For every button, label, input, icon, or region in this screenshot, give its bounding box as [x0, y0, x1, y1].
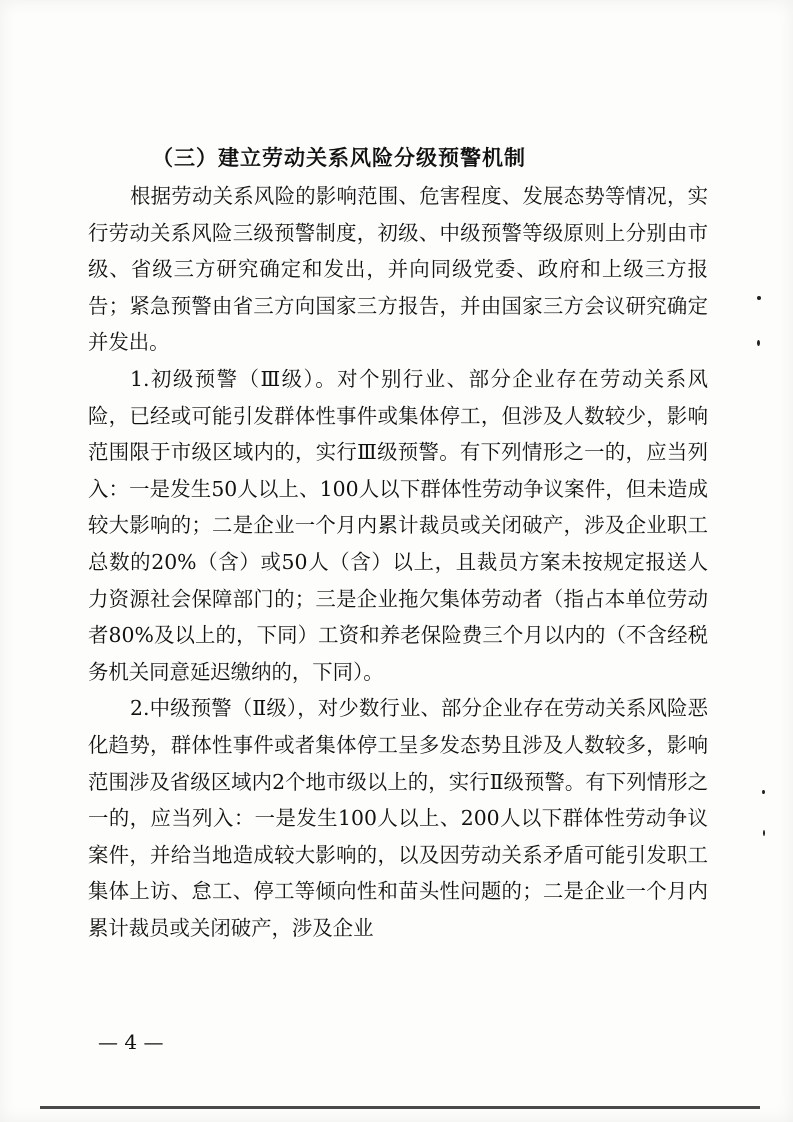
scan-speck	[762, 790, 765, 794]
paragraph-level-2-warning: 2.中级预警（Ⅱ级），对少数行业、部分企业存在劳动关系风险恶化趋势，群体性事件或者集体停工呈多发态势且涉及人数较多，影响范围涉及省级区域内2个地市级以上的，实行Ⅱ级预警。有下列情形之一的，应当列入：一是发生100人以上、200人以下群体性劳动争议案件，并给当地造成较大影响的，以及因劳动关系矛盾可能引发职工集体上访、怠工、停工等倾向性和苗头性问题的；二是企业一个月内累计裁员或关闭破产，涉及企业	[88, 696, 708, 940]
section-heading: （三）建立劳动关系风险分级预警机制	[152, 145, 526, 170]
scan-speck	[763, 830, 765, 836]
document-body	[88, 138, 708, 946]
scan-speck	[757, 340, 760, 346]
scan-speck	[757, 296, 761, 300]
page-number: — 4 —	[98, 1030, 164, 1054]
paragraph-level-3-warning: 1.初级预警（Ⅲ级）。对个别行业、部分企业存在劳动关系风险，已经或可能引发群体性事件或集体停工，但涉及人数较少，影响范围限于市级区域内的，实行Ⅲ级预警。有下列情形之一的，应当列入：一是发生50人以上、100人以下群体性劳动争议案件，但未造成较大影响的；二是企业一个月内累计裁员或关闭破产，涉及企业职工总数的20%（含）或50人（含）以上，且裁员方案未按规定报送人力资源社会保障部门的；三是企业拖欠集体劳动者（指占本单位劳动者80%及以上的，下同）工资和养老保险费三个月以内的（不含经税务机关同意延迟缴纳的，下同）。	[88, 366, 708, 684]
scan-bottom-edge	[40, 1106, 760, 1109]
paragraph-intro: 根据劳动关系风险的影响范围、危害程度、发展态势等情况，实行劳动关系风险三级预警制度，初级、中级预警等级原则上分别由市级、省级三方研究确定和发出，并向同级党委、政府和上级三方报告；紧急预警由省三方向国家三方报告，并由国家三方会议研究确定并发出。	[88, 184, 708, 355]
